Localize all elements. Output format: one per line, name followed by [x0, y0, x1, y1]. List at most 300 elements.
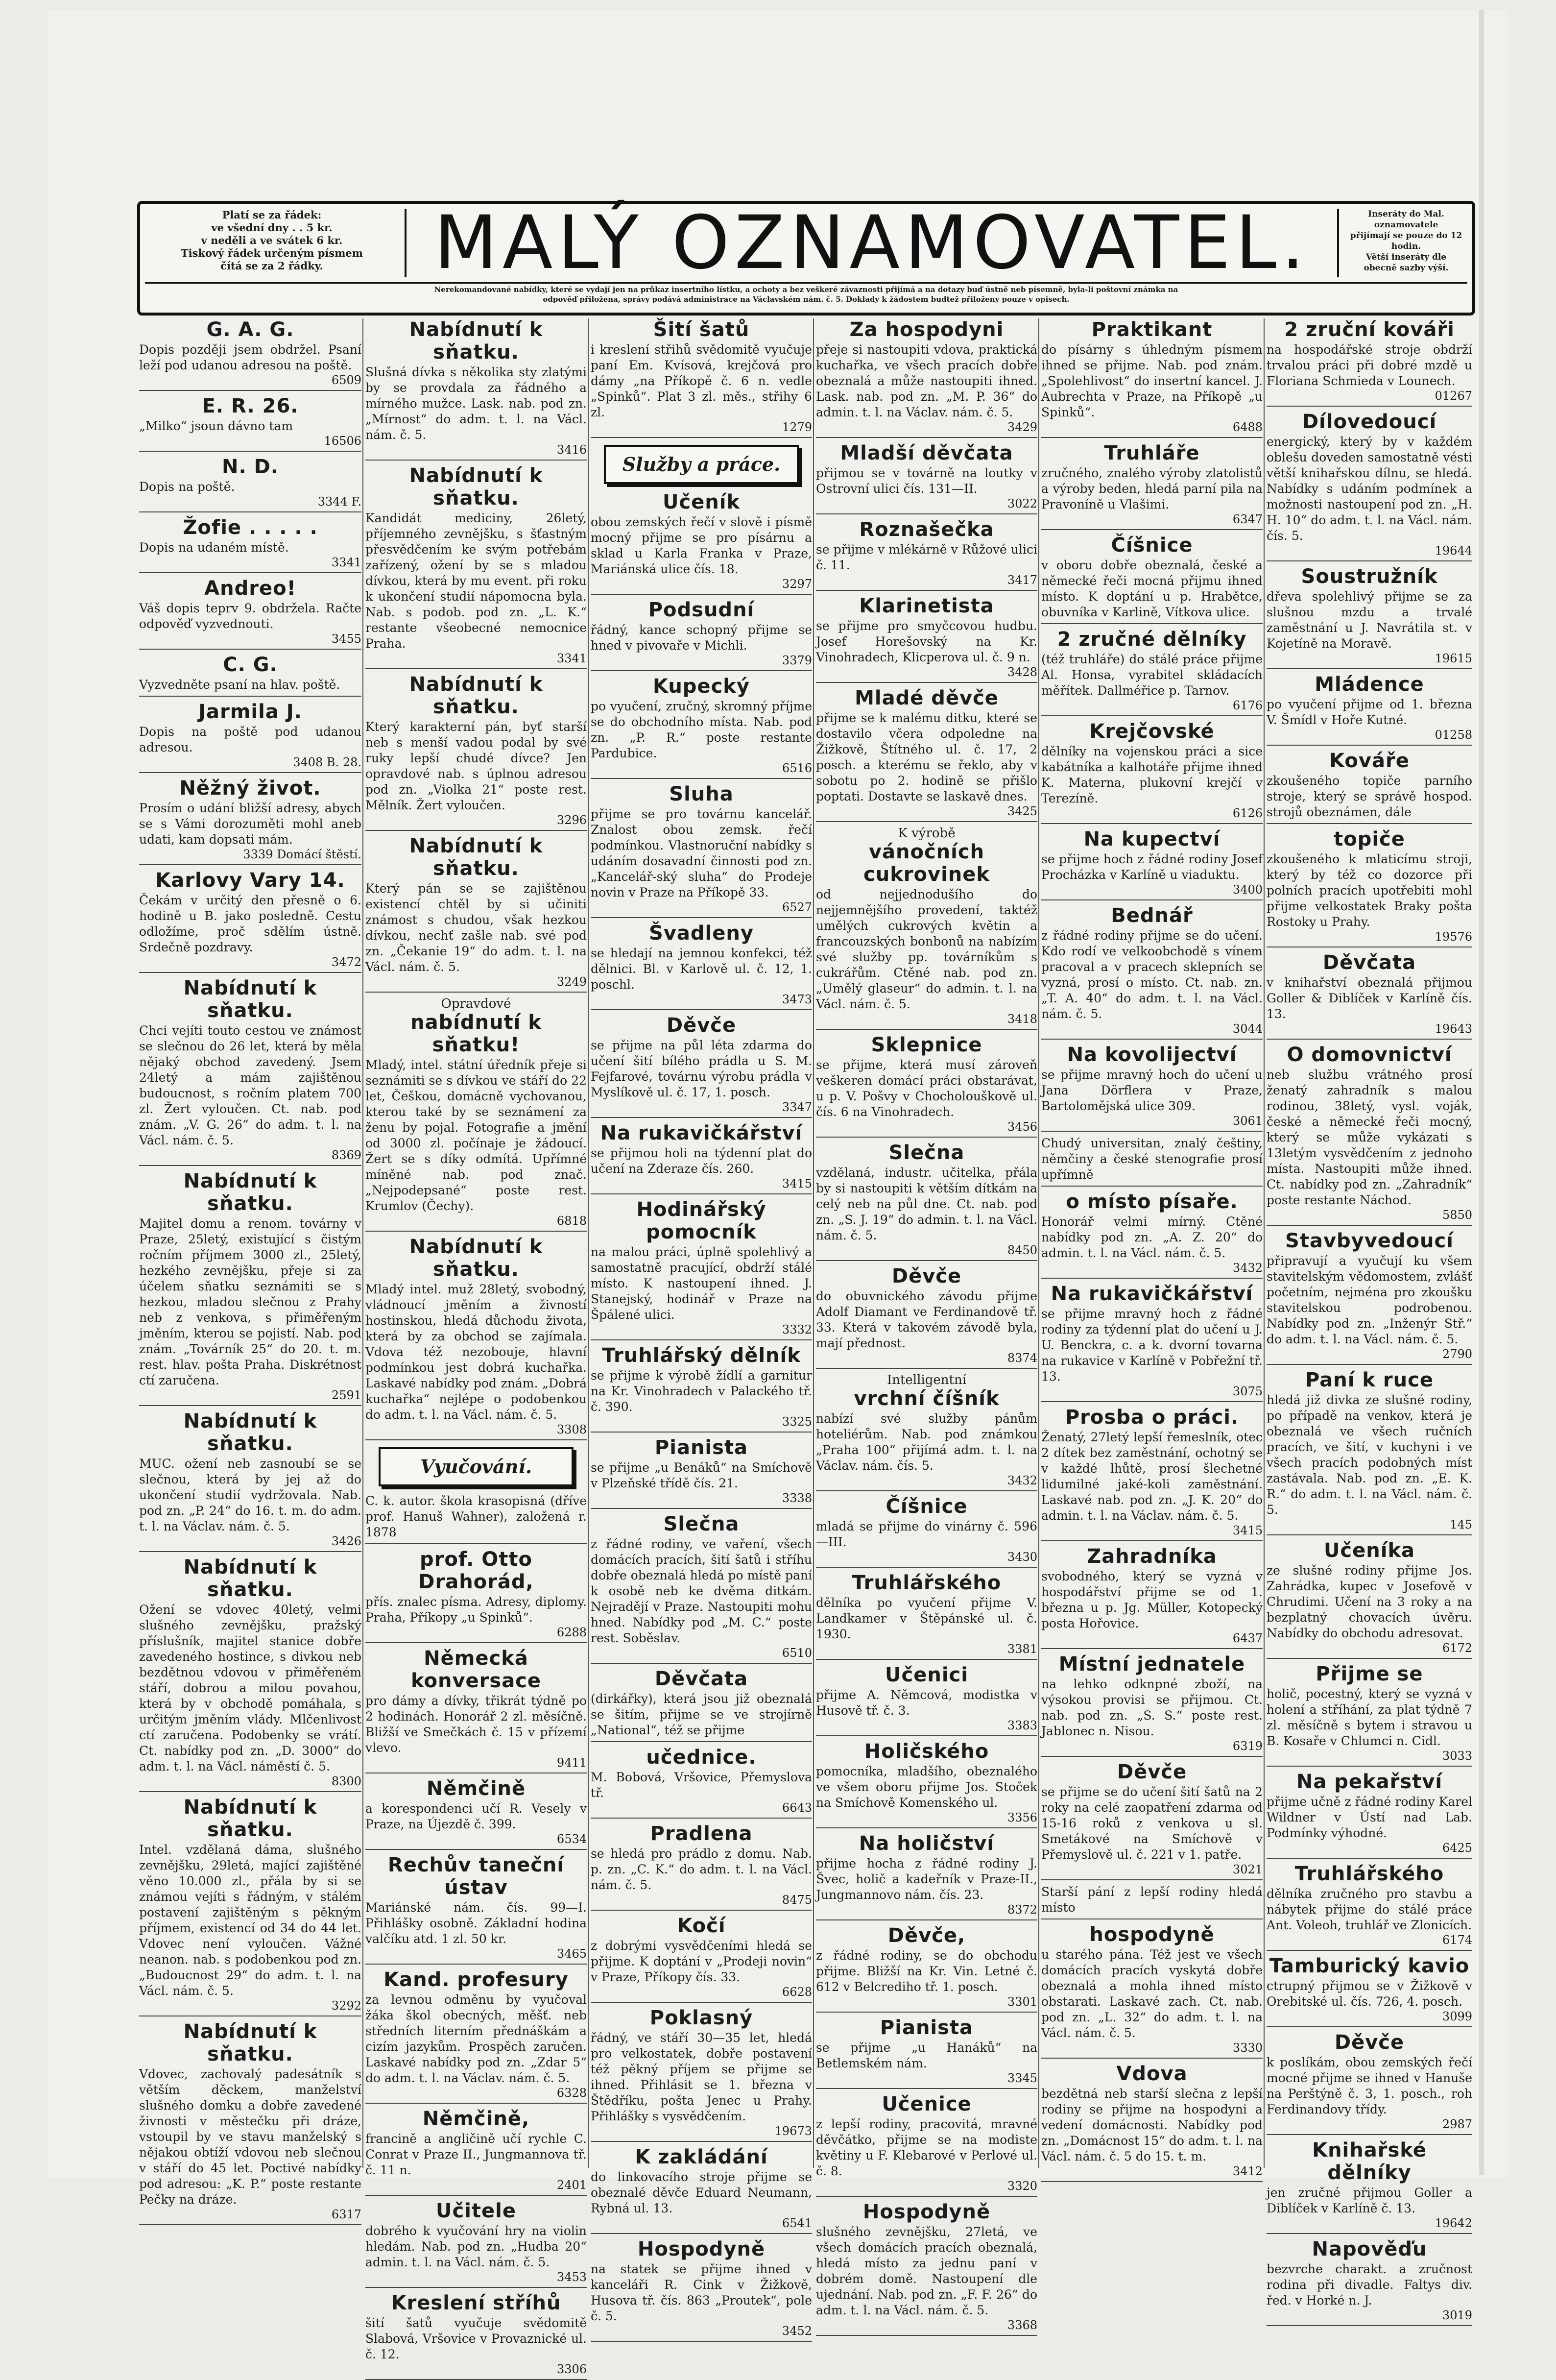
- classified-ad: [816, 2093, 1037, 2197]
- classified-ad: [816, 1740, 1037, 1828]
- ad-body: do obuvnického závodu přijme Adolf Diamant ve Ferdinandově tř. 33. Která v takovém závodě byla, mají přednost.: [816, 1289, 1037, 1350]
- classified-ad: [591, 922, 812, 1010]
- ad-body: zkoušeného k mlaticímu stroji, který by též co dozorce při polních pracích upotřebiti mohl přijme velkostatek Braky pošta Rostoky u Prahy.: [1267, 852, 1472, 929]
- masthead-notice: [145, 282, 1467, 304]
- ad-body: Kandidát mediciny, 26letý, příjemného zevnějšku, s šťastným přesvědčením ke svým potřebám zařízený, ožení by se s mladou dívkou, která by mu event. při roku k ukončení studií nápomocna byla. Nab. s podob. pod zn. „L. K.“ restante všeobecné nemocnice Praha.: [365, 511, 587, 651]
- classified-ad: [816, 1664, 1037, 1736]
- ad-body: se přijme „u Benáků“ na Smíchově v Plzeňské třídě čís. 21.: [591, 1460, 812, 1490]
- classified-ad: [816, 318, 1037, 438]
- classified-ad: [816, 1572, 1037, 1660]
- ad-code: 3021: [1232, 1863, 1263, 1876]
- ad-title: Nabídnutí k sňatku.: [183, 2020, 317, 2065]
- classified-ad: [591, 1198, 812, 1340]
- classified-ad: [365, 673, 587, 831]
- ad-title: Učeníka: [1323, 1539, 1415, 1562]
- ad-body: se přijme v mlékárně v Růžové ulici č. 11.: [816, 542, 1037, 572]
- classified-ad: [365, 1854, 587, 1965]
- ad-body: Honorář velmi mírný. Ctěné nabídky pod zn. „A. Z. 20“ do admin. t. l. na Václ. nám. č. 5.: [1041, 1214, 1263, 1260]
- classified-ad: [139, 701, 361, 773]
- ad-title: 2 zručné dělníky: [1057, 628, 1247, 651]
- ad-title: Krejčovské: [1089, 720, 1215, 743]
- ad-title: vánočních cukrovinek: [863, 841, 990, 886]
- classified-ad: [1267, 1863, 1472, 1951]
- ad-code: 3296: [556, 813, 587, 827]
- ad-title: Kočí: [677, 1915, 726, 1937]
- ad-title: Bednář: [1111, 904, 1193, 927]
- ad-code: 6643: [782, 1801, 812, 1815]
- ad-code: 3416: [556, 443, 587, 457]
- ad-code: 8450: [1007, 1243, 1037, 1257]
- classified-ad: [139, 1170, 361, 1406]
- ad-code: 3325: [782, 1415, 812, 1429]
- classified-ad: [365, 1968, 587, 2104]
- column-2: [362, 318, 589, 2376]
- ad-body: Chudý universitan, znalý češtiny, němčiny a české stenografie prosí upřímně: [1041, 1136, 1263, 1182]
- ad-title: 2 zruční kováři: [1284, 318, 1455, 341]
- ad-code: 3061: [1232, 1114, 1263, 1128]
- ad-title: Učenici: [885, 1664, 968, 1686]
- classified-ad: [591, 1746, 812, 1819]
- ad-code: 19642: [1435, 2216, 1472, 2230]
- ad-body: energický, který by v každém oblešu doveden samostatně vésti větší knihařskou dílnu, se hledá. Nabídky s udáním podmínek a možnosti nastoupení pod zn. „H. H. 10“ do adm. t. l. na Václ. nám. čís. 5.: [1267, 435, 1472, 543]
- ad-body: mladá se přijme do vinárny č. 596—III.: [816, 1519, 1037, 1549]
- ad-body: Majitel domu a renom. továrny v Praze, 25letý, existující s čistým ročním příjmem 3000 zl., 25letý, hezkého zevnějšku, přeje si za účelem sňatku seznámiti se s hezkou, mladou slečnou z Prahy neb z venkova, s přiměřeným jměním, kterou se pojistí. Nab. pod znám. „Továrník 25“ do 20. t. m. rest. hlav. pošta Praha. Diskrétnost ctí zaručena.: [139, 1216, 361, 1387]
- ad-code: 3306: [556, 2362, 587, 2376]
- ad-body: v oboru dobře obeznalá, české a německé řeči mocná přijmu ihned místo. K doptání u p. Hrabětce, obuvníka v Karlině, Vítkova ulice.: [1041, 558, 1263, 619]
- classified-ad: [1041, 2063, 1263, 2182]
- ad-title: Karlovy Vary 14.: [155, 869, 345, 892]
- classified-ad: [139, 318, 361, 391]
- ad-title: Němčině,: [422, 2108, 530, 2130]
- ad-code: 3415: [1232, 1524, 1263, 1537]
- ad-body: Dopis na udaném místě.: [139, 540, 289, 555]
- ad-title: Truhlářského: [852, 1572, 1002, 1594]
- classified-ad: [1041, 318, 1263, 438]
- ad-title: Rechův taneční ústav: [387, 1854, 565, 1899]
- ad-body: Mladý intel. muž 28letý, svobodný, vládnoucí jměním a živností hostinskou, hledá důchodu života, která by za obchod se zajímala. Vdova též nezobouje, hlavní podmínkou jest dobrá kuchařka. Laskavé nabídky pod znám. „Dobrá kuchařka“ nejlépe o podobenkou do adm. t. l. na Václ. nám. č. 5.: [365, 1282, 587, 1422]
- column-6: [1264, 318, 1474, 2322]
- ad-body: na hospodářské stroje obdrží trvalou práci při dobré mzdě u Floriana Schmieda v Lounech.: [1267, 342, 1472, 388]
- ad-body: přís. znalec písma. Adresy, diplomy. Praha, Příkopy „u Spinků“.: [365, 1595, 587, 1625]
- ad-title: Děvče: [1117, 1761, 1187, 1783]
- ad-title: Děvče: [666, 1014, 737, 1037]
- classified-ad: [816, 1034, 1037, 1138]
- ad-title: Paní k ruce: [1305, 1369, 1434, 1391]
- classified-ad: [591, 1668, 812, 1742]
- ad-body: Dopis na poště.: [139, 480, 235, 494]
- classified-ad: [1267, 1955, 1472, 2027]
- ad-title: Děvče,: [887, 1924, 966, 1947]
- ad-body: na malou práci, úplně spolehlivý a samostatně pracující, obdrží stálé místo. K nastoupení ihned. J. Stanejský, hodinář v Praze na Špálené ulici.: [591, 1245, 812, 1322]
- ad-title: Přijme se: [1316, 1663, 1423, 1685]
- ad-body: ze slušné rodiny přijme Jos. Zahrádka, kupec v Josefově v Chrudimi. Učení na 3 roky a na bezplatný chovacích úvěru. Nabídky do obchodu adresovat.: [1267, 1563, 1472, 1640]
- ad-body: Dopis na poště pod udanou adresou.: [139, 725, 361, 754]
- classified-ad: [591, 599, 812, 671]
- ad-body: se přijme na půl léta zdarma do učení šití bílého prádla u S. M. Fejfarové, továrnu výrobu prádla v Myslíkově ul. č. 17, 1. posch.: [591, 1038, 812, 1099]
- ad-title: Prosba o práci.: [1065, 1406, 1239, 1429]
- classified-ad: [365, 1647, 587, 1773]
- ad-code: 3297: [782, 577, 812, 591]
- masthead-pricing: [147, 209, 397, 272]
- ad-code: 3341: [556, 652, 587, 665]
- ad-title: Slečna: [888, 1141, 965, 1164]
- ad-body: se přijme k výrobě žídlí a garnitur na Kr. Vinohradech v Palackého tř. č. 390.: [591, 1368, 812, 1414]
- ad-body: dělníka po vyučení přijme V. Landkamer v Štěpánské ul. č. 1930.: [816, 1596, 1037, 1641]
- ad-body: C. k. autor. škola krasopisná (dříve prof. Hanuš Wahner), založená r. 1878: [365, 1494, 587, 1539]
- classified-ad: [139, 777, 361, 865]
- ad-code: 3249: [556, 975, 587, 989]
- ad-code: 3425: [1007, 804, 1037, 818]
- ad-title: Podsudní: [648, 599, 755, 621]
- ad-title: Na rukavičkářství: [600, 1122, 803, 1144]
- ad-body: Mladý, intel. státní úředník přeje si seznámiti se s dívkou ve stáří do 22 let, Češkou, domácně vychovanou, kterou také by se seznámení za ženu by pojal. Fotografie a jmění od 3000 zl. počínaje je žádoucí. Žert se s díky odmítá. Upřímné míněné nab. pod znač. „Nejpodepsané“ poste rest. Krumlov (Čechy).: [365, 1058, 587, 1213]
- ad-title: Nabídnutí k sňatku.: [183, 1796, 317, 1841]
- ad-body: se přijme se do učení šití šatů na 2 roky na celé zaopatření zdarma od 15-16 roků z venkova u sl. Smetákové na Smíchově v Přemyslově ul. č. 221 v 1. patře.: [1041, 1785, 1263, 1862]
- ad-title: Mladší děvčata: [840, 442, 1013, 464]
- ad-body: jen zručné přijmou Goller a Diblíček v Karlíně č. 13.: [1267, 2186, 1472, 2215]
- ad-title: Roznašečka: [859, 518, 994, 541]
- ad-title: Tamburický kavio: [1269, 1955, 1470, 1977]
- ad-pretitle: Opravdové: [441, 996, 511, 1011]
- section-heading-sluzby: Služby a práce.: [604, 445, 799, 484]
- classified-ad: [591, 783, 812, 918]
- ad-title: Německá konversace: [410, 1647, 542, 1692]
- ad-title: Na holičství: [859, 1832, 995, 1855]
- classified-ad: [365, 1236, 587, 1440]
- ad-title: Kreslení stříhů: [391, 2292, 561, 2314]
- ad-code: 3320: [1007, 2179, 1037, 2193]
- classified-ad: [365, 318, 587, 461]
- ad-code: 3345: [1007, 2071, 1037, 2085]
- ad-body: MUC. ožení neb zasnoubí se se slečnou, která by jej až do ukončení studií vydržovala. Nab. pod zn. „P. 24“ do 16. t. m. do adm. t. l. na Václav. nám. č. 5.: [139, 1457, 361, 1533]
- info-line: přijímají se pouze do 12 hodin.: [1350, 231, 1462, 251]
- ad-body: se přijme mravný hoch z řádné rodiny za týdenní plat do učení u J. U. Benckra, c. a k. dvorní tovarna na rukavice v Karlíně v Pobřežní tř. 13.: [1041, 1307, 1263, 1384]
- ad-body: přijme učně z řádné rodiny Karel Wildner v Ústí nad Lab. Podmínky výhodné.: [1267, 1795, 1472, 1840]
- ad-title: Soustružník: [1301, 565, 1438, 588]
- masthead-title: MALÝ OZNAMOVATEL.: [405, 209, 1339, 277]
- classified-ad: [591, 1915, 812, 2003]
- ad-code: 3368: [1007, 2318, 1037, 2332]
- ad-title: Nabídnutí k sňatku.: [409, 673, 543, 718]
- classified-ad: [365, 2108, 587, 2196]
- classified-ad: [1041, 904, 1263, 1040]
- ad-title: Nabídnutí k sňatku.: [409, 835, 543, 880]
- ad-body: za levnou odměnu by vyučoval žáka škol obecných, měšť. neb středních literním přednáškám a cizím jazykům. Prospěch zaručen. Laskavé nabídky pod zn. „Zdar 5“ do adm. t. l. na Václav. nám. č. 5.: [365, 1992, 587, 2085]
- ad-title: Na rukavičkářství: [1051, 1283, 1253, 1305]
- ad-title: Kováře: [1329, 750, 1410, 772]
- ad-title: topiče: [1334, 828, 1405, 850]
- classified-ad: [1041, 1884, 1263, 1919]
- classified-ad: [1267, 1663, 1472, 1767]
- ad-body: pro dámy a dívky, třikrát týdně po 2 hodinách. Honorář 2 zl. měsíčně. Bližší ve Smečkách č. 15 v přízemí vlevo.: [365, 1694, 587, 1755]
- ad-code: 3075: [1232, 1384, 1263, 1398]
- ad-code: 3019: [1442, 2308, 1472, 2322]
- ad-body: francině a angličině učí rychle C. Conrat v Praze II., Jungmannova tř. č. 11 n.: [365, 2132, 587, 2177]
- ad-title: Němčině: [426, 1777, 526, 1800]
- classified-ad: [365, 1777, 587, 1850]
- ad-code: 3330: [1232, 2041, 1263, 2055]
- classified-ad: [1041, 720, 1263, 824]
- info-line: obecně sazby výší.: [1364, 263, 1449, 273]
- ad-code: 3332: [782, 1323, 812, 1336]
- ad-body: na lehko odknpné zboží, na výsokou provisi se přijmou. Ct. nab. pod zn. „S. S.“ poste rest. Jablonec n. Nisou.: [1041, 1677, 1263, 1738]
- ad-body: i kreslení střihů svědomitě vyučuje paní Em. Kvísová, krejčová pro dámy „na Příkopě č. 6 n. vedle „Spinků“. Plat 3 zl. měs., střihy 6 zl.: [591, 342, 812, 419]
- ad-body: „Milko“ jsoun dávno tam: [139, 419, 293, 433]
- column-5: [1038, 318, 1265, 2178]
- ad-code: 8369: [331, 1148, 361, 1162]
- classified-ad: [1267, 673, 1472, 746]
- ad-code: 2790: [1442, 1347, 1472, 1361]
- classified-ad: [591, 2238, 812, 2342]
- ad-code: 6527: [782, 900, 812, 914]
- ad-title: Hodinářský pomocník: [636, 1198, 766, 1243]
- ad-title: Švadleny: [649, 922, 754, 945]
- classified-ad: [1267, 750, 1472, 824]
- ad-title: Vdova: [1116, 2063, 1188, 2085]
- classified-ad: [1041, 1136, 1263, 1187]
- ad-body: u starého pána. Též jest ve všech domácích pracích vyskytá dobře obeznalá a mohla ihned místo obstarati. Laskavé zach. Ct. nab. pod zn. „L. 32“ do adm. t. l. na Václ. nám. č. 5.: [1041, 1947, 1263, 2040]
- ad-body: do linkovacího stroje přijme se obeznalé děvče Eduard Neumann, Rybná ul. 13.: [591, 2170, 812, 2215]
- classified-ad: [1267, 1539, 1472, 1659]
- ad-title: Číšnice: [886, 1495, 968, 1518]
- ad-title: Nabídnutí k sňatku.: [183, 977, 317, 1022]
- ad-code: 3473: [782, 993, 812, 1006]
- ad-body: se přijme hoch z řádné rodiny Josef Procházka v Karlíně u viaduktu.: [1041, 852, 1263, 882]
- classified-ad: [365, 996, 587, 1232]
- ad-title: Nabídnutí k sňatku.: [183, 1170, 317, 1215]
- ad-title: Na kupectví: [1083, 828, 1221, 850]
- ad-body: Ožení se vdovec 40letý, velmi slušného zevnějšku, pražský příslušník, majitel stanice dobře zavedeného hostince, s divkou neb bezdětnou vdovou v přiměřeném stáří, dobrou a milou povahou, která by v obchodě pomáhala, s určitým jměním vlády. Mlčenlivost ctí zaručena. Podobenky se vrátí. Ct. nabídky pod zn. „D. 3000“ do adm. t. l. na Václ. náměstí č. 5.: [139, 1603, 361, 1773]
- ad-code: 3379: [782, 654, 812, 667]
- classified-ad: [591, 1822, 812, 1911]
- ad-code: 6172: [1442, 1641, 1472, 1655]
- classified-ad: [816, 518, 1037, 591]
- ad-code: 6126: [1232, 806, 1263, 820]
- ad-code: 6319: [1232, 1739, 1263, 1753]
- ad-body: z řádné rodiny přijme se do učení. Kdo rodí ve velkoobchodě s vínem pracoval a v pracech sklepních se vyzná, prosí o místo. Ct. nab. zn. „T. A. 40“ do adm. t. l. na Václ. nám. č. 5.: [1041, 928, 1263, 1021]
- ad-body: vzdělaná, industr. učitelka, přála by si nastoupiti k větším dítkám na celý neb na půl dne. Ct. nab. pod zn. „S. J. 19“ do admin. t. l. na Václ. nám. č. 5.: [816, 1166, 1037, 1242]
- ad-code: 3383: [1007, 1719, 1037, 1732]
- ad-code: 6347: [1232, 512, 1263, 526]
- ad-body: svobodného, který se vyzná v hospodářství přijme se od 1. března u p. Jg. Müller, Kotopecký posta Hořovice.: [1041, 1569, 1263, 1630]
- ad-code: 6628: [782, 1985, 812, 1999]
- classified-ad: [1267, 951, 1472, 1040]
- ad-code: 3344 F.: [317, 495, 361, 509]
- ad-code: 01267: [1435, 389, 1472, 403]
- ad-body: z řádné rodiny, se do obchodu přijme. Bližší na Kr. Vin. Letné č. 612 v Belcrediho tř. 1. posch.: [816, 1948, 1037, 1994]
- ad-body: se přijme mravný hoch do učení u Jana Dörflera v Praze, Bartolomějská ulice 309.: [1041, 1068, 1263, 1113]
- ad-body: přijme A. Němcová, modistka v Husově tř. č. 3.: [816, 1688, 1037, 1718]
- classified-ad: [1267, 411, 1472, 561]
- classified-ad: [139, 869, 361, 973]
- ad-code: 19644: [1435, 544, 1472, 558]
- ad-body: po vyučení, zručný, skromný příjme se do obchodního místa. Nab. pod zn. „P. R.“ poste restante Pardubice.: [591, 699, 812, 760]
- ad-code: 19643: [1435, 1022, 1472, 1036]
- ad-code: 3400: [1232, 883, 1263, 897]
- ad-code: 3453: [556, 2270, 587, 2284]
- pricing-line: Platí se za řádek:: [222, 209, 322, 221]
- classified-ad: [591, 1436, 812, 1509]
- ad-code: 8374: [1007, 1351, 1037, 1365]
- ad-code: 2987: [1442, 2117, 1472, 2131]
- classified-ad: [1041, 442, 1263, 530]
- ad-title: Nabídnutí k sňatku.: [409, 464, 543, 510]
- ad-title: Na kovolijectví: [1067, 1044, 1237, 1066]
- ad-code: 6328: [556, 2086, 587, 2100]
- ad-body: přijmou se v továrně na loutky v Ostrovní ulici čís. 131—II.: [816, 466, 1037, 496]
- pricing-line: ve všední dny . . 5 kr.: [211, 221, 333, 234]
- ad-code: 3456: [1007, 1120, 1037, 1134]
- classified-ad: [365, 1493, 587, 1544]
- ad-title: Sluha: [669, 783, 734, 805]
- ad-title: učednice.: [646, 1746, 757, 1769]
- ad-code: 6818: [556, 1214, 587, 1228]
- ad-body: se hledá pro prádlo z domu. Nab. p. zn. „C. K.“ do adm. t. l. na Václ. nám. č. 5.: [591, 1846, 812, 1892]
- ad-body: ctrupný přijmou se v Žižkově v Orebitské ul. čís. 726, 4. posch.: [1267, 1979, 1472, 2009]
- ad-title: Nabídnutí k sňatku.: [409, 1236, 543, 1281]
- pricing-line: v neděli a ve svátek 6 kr.: [201, 234, 343, 246]
- classified-ad: [365, 2292, 587, 2380]
- ad-code: 3417: [1007, 573, 1037, 587]
- ad-title: Nabídnutí k sňatku.: [183, 1410, 317, 1455]
- ad-code: 6317: [331, 2208, 361, 2221]
- classified-ad: [139, 577, 361, 650]
- classified-ad: [1041, 1283, 1263, 1402]
- ad-body: z dobrými vysvědčeními hledá se přijme. K doptání v „Prodeji novin“ v Praze, Příkopy čís. 33.: [591, 1939, 812, 1984]
- ad-code: 3430: [1007, 1550, 1037, 1564]
- ad-code: 6516: [782, 761, 812, 775]
- ad-code: 5850: [1442, 1208, 1472, 1222]
- classified-ad: [1041, 1923, 1263, 2059]
- ad-title: Praktikant: [1091, 318, 1213, 341]
- ad-body: nabízí své služby pánům hoteliérům. Nab. pod známkou „Praha 100“ přijímá adm. t. l. na Václav. nám. čís. 5.: [816, 1411, 1037, 1473]
- ad-body: řádný, kance schopný přijme se hned v pivovaře v Michli.: [591, 623, 812, 653]
- classified-ad: [591, 2146, 812, 2234]
- ad-body: Vyzvedněte psaní na hlav. poště.: [139, 678, 340, 692]
- classified-ad: [139, 1796, 361, 2016]
- classified-ad: [816, 1141, 1037, 1261]
- classified-ad: [1041, 534, 1263, 624]
- ad-title: Hospodyně: [862, 2201, 991, 2223]
- ad-body: se hledají na jemnou konfekci, též dělnici. Bl. v Karlově ul. č. 12, 1. poschl.: [591, 946, 812, 992]
- classified-ad: [365, 2200, 587, 2288]
- ad-body: neb službu vrátného prosí ženatý zahradník s malou rodinou, 38letý, vysl. voják, české a německé řeči mocný, který se může vykázati s 13letým vysvědčením z jednoho místa. Nastoupiti může ihned. Ct. nabídky pod zn. „Zahradník“ poste restante Náchod.: [1267, 1068, 1472, 1207]
- ad-title: Jarmila J.: [198, 701, 302, 723]
- ad-title: Mladé děvče: [855, 687, 999, 709]
- ad-body: přijme hocha z řádné rodiny J. Švec, holič a kadeřník v Praze-II., Jungmannovo nám. čís. 23.: [816, 1856, 1037, 1902]
- notice-line: odpověď přiložena, správy podává administrace na Václavském nám. č. 5. Doklady k žádostem budtež přiloženy pouze v opisech.: [543, 295, 1070, 304]
- classified-ad: [1267, 565, 1472, 669]
- classified-ad: [139, 977, 361, 1166]
- classified-ad: [139, 1556, 361, 1792]
- classified-ad: [591, 1513, 812, 1664]
- ad-code: 3415: [782, 1177, 812, 1190]
- ad-body: přeje si nastoupiti vdova, praktická kuchařka, ve všech pracích dobře obeznalá a může nastoupiti ihned. Lask. nab. pod zn. „M. P. 36“ do admin. t. l. na Václav. nám. č. 5.: [816, 342, 1037, 419]
- ad-body: po vyučení přijme od 1. března V. Šmídl v Hoře Kutné.: [1267, 697, 1472, 727]
- ad-body: obou zemských řečí v slově i písmě mocný přijme se pro písárnu a sklad u Karla Franka v Praze, Mariánská ulice čís. 18.: [591, 515, 812, 576]
- info-line: Inseráty do Mal. oznamovatele: [1368, 209, 1444, 230]
- ad-title: Učitele: [436, 2200, 516, 2222]
- ad-code: 6510: [782, 1646, 812, 1660]
- ad-body: se přijme „u Hanáků“ na Betlemském nám.: [816, 2040, 1037, 2070]
- classified-ad: [591, 1122, 812, 1194]
- classified-ad: [816, 2201, 1037, 2336]
- ad-body: pomocníka, mladšího, obeznalého ve všem oboru přijme Jos. Stoček na Smíchově Komenského ul.: [816, 1764, 1037, 1810]
- classified-ad: [1041, 1406, 1263, 1541]
- ad-body: Intel. vzdělaná dáma, slušného zevnějšku, 29letá, mající zajištěné věno 10.000 zl., přála by si se známou vejíti s řádným, v stálém postavení zajištěným s pěkným příjmem, existencí od 34 do 44 let. Vdovec není vyloučen. Vážné neanon. nab. s podobenkou pod zn. „Budoucnost 29“ do adm. t. l. na Václ. nám. č. 5.: [139, 1843, 361, 1998]
- ad-body: připravují a vyučují ku všem stavitelským vědomostem, zvlášť početním, nejména pro zkoušku stavitelskou podrobenou. Nabídky pod zn. „Inženýr Stř.“ do adm. t. l. na Václ. nám. č. 5.: [1267, 1254, 1472, 1346]
- classified-ad: [816, 442, 1037, 514]
- ad-code: 19615: [1435, 652, 1472, 665]
- ad-title: Nabídnutí k sňatku.: [409, 318, 543, 364]
- classified-ad: [816, 2016, 1037, 2089]
- ad-code: 3432: [1232, 1261, 1263, 1275]
- ad-code: 3428: [1007, 665, 1037, 679]
- classified-ad: [365, 464, 587, 669]
- column-3: [588, 318, 814, 2338]
- ad-body: dřeva spolehlivý přijme se za slušnou mzdu a trvalé zaměstnání u J. Navrátila st. v Kojetíně na Moravě.: [1267, 589, 1472, 651]
- ad-body: Starší pání z lepší rodiny hledá místo: [1041, 1885, 1263, 1915]
- ad-title: E. R. 26.: [202, 395, 299, 417]
- ad-body: zručného, znalého výroby zlatolistů a výroby beden, hledá parní pila na Pravoníně u Vlašimi.: [1041, 466, 1263, 511]
- classified-ad: [1267, 828, 1472, 947]
- ad-body: řádný, ve stáří 30—35 let, hledá pro velkostatek, dobře postavení též pěkný příjem se přijme se ihned. Přihlásit se 1. března v Štědříku, pošta Jenec u Prahy. Přihlášky s vysvědčením.: [591, 2031, 812, 2123]
- ad-code: 6288: [556, 1626, 587, 1639]
- ad-title: Klarinetista: [859, 595, 994, 617]
- ad-title: Kupecký: [653, 675, 750, 698]
- classified-ad: [139, 2020, 361, 2225]
- classified-ad: [1267, 1369, 1472, 1535]
- classified-ad: [1041, 1190, 1263, 1279]
- classified-ad: [816, 1373, 1037, 1491]
- ad-title: Truhláře: [1104, 442, 1200, 464]
- classified-ad: [1267, 2139, 1472, 2234]
- ad-title: Holičského: [864, 1740, 989, 1763]
- ad-title: Truhlářský dělník: [602, 1344, 801, 1367]
- classified-ad: [1041, 1545, 1263, 1649]
- ad-body: Ženatý, 27letý lepší řemeslník, otec 2 dítek bez zaměstnání, ochotný se v každé lhůtě, prosí šlechetné lidumilné jaké-koli zaměstnání. Laskavé nab. pod zn. „J. K. 20“ do admin. t. l. na Václav. nám. č. 5.: [1041, 1430, 1263, 1523]
- ad-title: hospodyně: [1089, 1923, 1215, 1946]
- ad-title: Děvče: [1334, 2031, 1405, 2054]
- classified-ad: [1041, 1044, 1263, 1132]
- ad-title: o místo písaře.: [1066, 1190, 1238, 1213]
- classified-ad: [1267, 1230, 1472, 1365]
- classified-ad: [816, 687, 1037, 822]
- ad-title: Slečna: [663, 1513, 740, 1535]
- classified-ad: [816, 1832, 1037, 1920]
- ad-body: dělníka zručného pro stavbu a nábytek přijme do stálé práce Ant. Voleoh, truhlář ve Zlonicích.: [1267, 1887, 1472, 1932]
- classified-ad: [139, 654, 361, 697]
- ad-code: 3465: [556, 1947, 587, 1961]
- ad-body: od nejjednodušího do nejjemnějšího provedení, taktéž umělých cukrových květin a francouzských bonbonů na nabízím své služby pp. továrníkům s cukrářům. Ctěné nab. pod zn. „Umělý glaseur“ do admin. t. l. na Václ. nám. č. 5.: [816, 887, 1037, 1011]
- ad-title: Napověďu: [1312, 2238, 1427, 2260]
- ad-body: bezdětná neb starší slečna z lepší rodiny se přijme na hospodyni a vedení domácnosti. Nabídky pod zn. „Domácnost 15“ do adm. t. l. na Václ. nám. č. 5 do 15. t. m.: [1041, 2087, 1263, 2163]
- ad-title: Mládence: [1315, 673, 1424, 696]
- ad-title: G. A. G.: [206, 318, 294, 341]
- classified-ad: [1267, 2238, 1472, 2326]
- ad-code: 3341: [331, 556, 361, 569]
- ad-code: 3292: [331, 1999, 361, 2013]
- ad-title: nabídnutí k sňatku!: [410, 1011, 542, 1056]
- ad-body: (též truhláře) do stálé práce přijme Al. Honsa, vyrabitel skládacích měřítek. Dallméřice p. Tarnov.: [1041, 652, 1263, 698]
- ad-code: 3455: [331, 632, 361, 646]
- ad-title: Hospodyně: [637, 2238, 766, 2260]
- ad-code: 6176: [1232, 699, 1263, 712]
- ad-body: Vdovec, zachovalý padesátník s větším děckem, manželství slušného domku a dobře zavedené živnosti v městečku při dráze, vstoupil by ve stavu manželský s nějakou obtíží vdovou neb slečnou v stáří do 45 let. Poctivé nabídky pod adresou: „K. P.“ poste restante Pečky na dráze.: [139, 2067, 361, 2207]
- ad-code: 3408 B. 28.: [293, 755, 361, 769]
- ad-title: Stavbyvedoucí: [1285, 1230, 1454, 1252]
- ad-pretitle: K výrobě: [898, 826, 956, 841]
